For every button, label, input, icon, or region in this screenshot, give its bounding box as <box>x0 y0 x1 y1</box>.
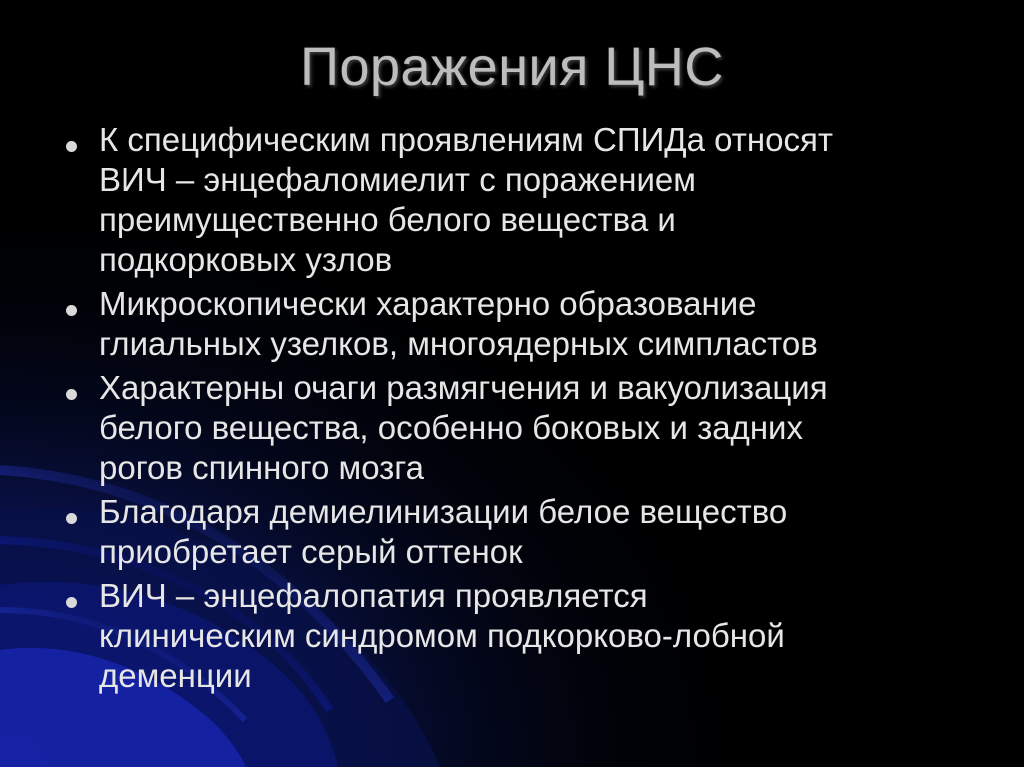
bullet-item-2 <box>58 284 1008 364</box>
bullet-list <box>58 120 1008 700</box>
bullet-line: Микроскопически характерно образование <box>99 285 757 322</box>
bullet-line: ВИЧ – энцефаломиелит с поражением <box>99 161 696 198</box>
bullet-line: клиническим синдромом подкорково-лобной <box>99 617 785 654</box>
bullet-line: ВИЧ – энцефалопатия проявляется <box>99 577 648 614</box>
bullet-line: Характерны очаги размягчения и вакуолизация <box>99 369 828 406</box>
bullet-item-3 <box>58 368 1008 488</box>
round-bullet-icon <box>66 389 77 400</box>
bullet-line: рогов спинного мозга <box>99 449 424 486</box>
round-bullet-icon <box>66 305 77 316</box>
bullet-item-5 <box>58 576 1008 696</box>
bullet-item-4 <box>58 492 1008 572</box>
bullet-line: приобретает серый оттенок <box>99 533 523 570</box>
round-bullet-icon <box>66 141 77 152</box>
bullet-line: преимущественно белого вещества и <box>99 201 676 238</box>
bullet-line: подкорковых узлов <box>99 241 393 278</box>
round-bullet-icon <box>66 513 77 524</box>
bullet-line: К специфическим проявлениям СПИДа относят <box>99 121 833 158</box>
bullet-line: глиальных узелков, многоядерных симпластов <box>99 325 818 362</box>
round-bullet-icon <box>66 597 77 608</box>
bullet-line: Благодаря демиелинизации белое вещество <box>99 493 788 530</box>
bullet-item-1 <box>58 120 1008 280</box>
bullet-line: деменции <box>99 657 252 694</box>
slide-title: Поражения ЦНС <box>300 37 724 97</box>
bullet-line: белого вещества, особенно боковых и задних <box>99 409 803 446</box>
